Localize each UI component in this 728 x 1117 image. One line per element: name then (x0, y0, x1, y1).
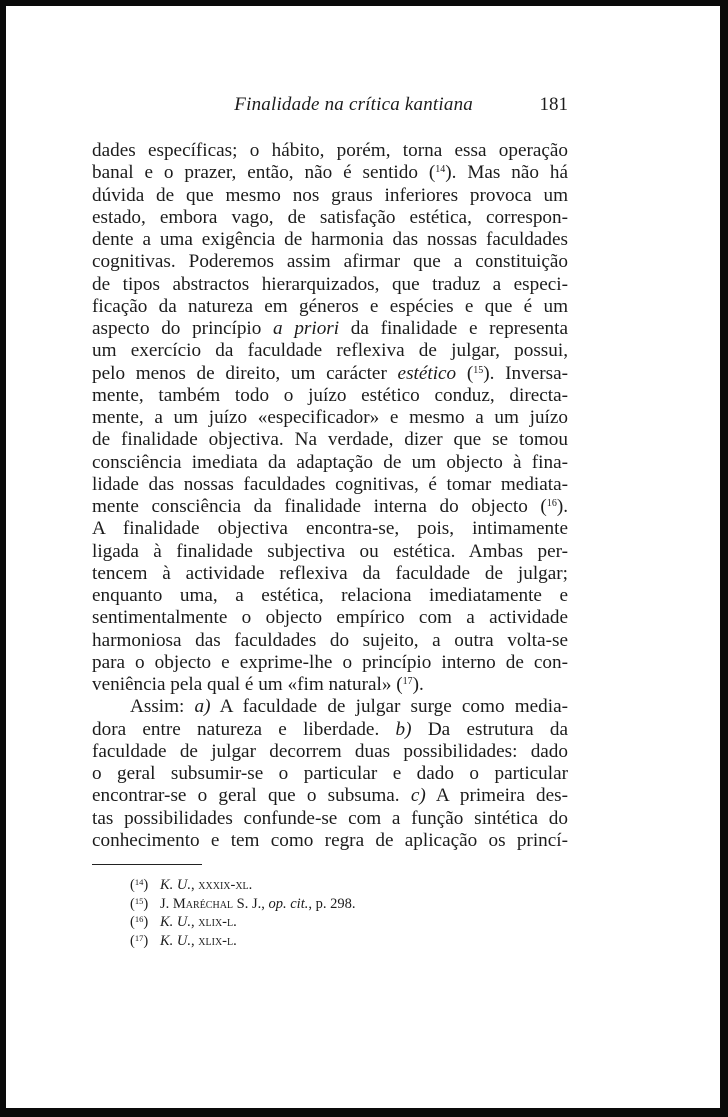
text-line: faculdade de julgar decorrem duas possibilidades: dado (92, 740, 568, 762)
text-line: um exercício da faculdade reflexiva de julgar, possui, (92, 340, 568, 362)
text-line: o geral subsumir-se o particular e dado o particular (92, 763, 568, 784)
text-line: tas possibilidades confunde-se com a função sintética do (92, 807, 568, 829)
footnote-item: ($^{14}$) K. U., xxxix-xl. (130, 877, 253, 893)
footnote-item: ($^{15}$) J. Maréchal S. J., op. cit., p. 298. (130, 895, 356, 912)
text-line: banal e o prazer, então, não é sentido ($^{14}$). Mas não há (92, 162, 568, 184)
text-line: encontrar-se o geral que o subsuma. c) A primeira des- (92, 785, 569, 807)
text-line: Assim: a) A faculdade de julgar surge como media- (130, 696, 568, 718)
text-line: sentimentalmente o objecto empírico com a actividade (92, 607, 568, 629)
body-text (92, 140, 568, 852)
text-line: aspecto do princípio a priori da finalidade e representa (92, 318, 568, 339)
footnote-item: ($^{16}$) K. U., xlix-l. (130, 914, 237, 930)
text-line: A finalidade objectiva encontra-se, pois, intimamente (92, 518, 568, 540)
footnote-number: 15 (134, 895, 144, 906)
footnote-number: 16 (134, 914, 144, 924)
text-line: mente, a um juízo «especificador» e mesmo a um juízo (92, 407, 568, 428)
footnote-ref[interactable]: 14 (435, 164, 446, 176)
text-line: de finalidade objectiva. Na verdade, dizer que se tomou (92, 429, 568, 451)
text-line: para o objecto e exprime-lhe o princípio interno de con- (92, 651, 568, 673)
page-number: 181 (539, 94, 568, 115)
text-line: de tipos abstractos hierarquizados, que traduz a especi- (92, 273, 568, 295)
text-line: dúvida de que mesmo nos graus inferiores provoca um (92, 184, 568, 206)
running-header (92, 94, 568, 120)
footnote-ref[interactable]: 17 (402, 676, 413, 687)
text-line: mente consciência da finalidade interna do objecto ($^{16}$). (92, 496, 568, 517)
footnote-item: ($^{17}$) K. U., xlix-l. (130, 932, 237, 949)
running-title: Finalidade na crítica kantiana (234, 94, 473, 115)
text-line: estado, embora vago, de satisfação estética, correspon- (92, 206, 568, 228)
footnote-number: 17 (134, 932, 144, 943)
text-line: cognitivas. Poderemos assim afirmar que a constituição (92, 251, 568, 273)
text-line: ficação da natureza em géneros e espécies e que é um (92, 295, 568, 317)
text-line: pelo menos de direito, um carácter estético ($^{15}$). Inversa- (92, 362, 568, 384)
footnote-ref[interactable]: 16 (546, 498, 557, 509)
text-line: veniência pela qual é um «fim natural» ($^{17}$). (92, 674, 424, 695)
text-line: mente, também todo o juízo estético conduz, directa- (92, 384, 568, 406)
text-line: dora entre natureza e liberdade. b) Da estrutura da (92, 718, 568, 740)
text-line: enquanto uma, a estética, relaciona imediatamente e (92, 585, 568, 606)
text-line: dades específicas; o hábito, porém, torna essa operação (92, 140, 568, 161)
footnote-rule (92, 864, 202, 865)
text-line: consciência imediata da adaptação de um objecto à fina- (92, 451, 568, 473)
text-line: ligada à finalidade subjectiva ou estética. Ambas per- (92, 540, 568, 562)
footnote-number: 14 (134, 877, 144, 887)
footnote-ref[interactable]: 15 (473, 364, 484, 376)
footnotes (130, 876, 356, 950)
text-line: harmoniosa das faculdades do sujeito, a outra volta-se (92, 629, 568, 651)
text-line: dente a uma exigência de harmonia das nossas faculdades (92, 229, 568, 250)
text-line: tencem à actividade reflexiva da faculdade de julgar; (92, 562, 568, 584)
text-line: lidade das nossas faculdades cognitivas, é tomar mediata- (92, 473, 568, 495)
text-line: conhecimento e tem como regra de aplicação os princí- (92, 829, 568, 851)
